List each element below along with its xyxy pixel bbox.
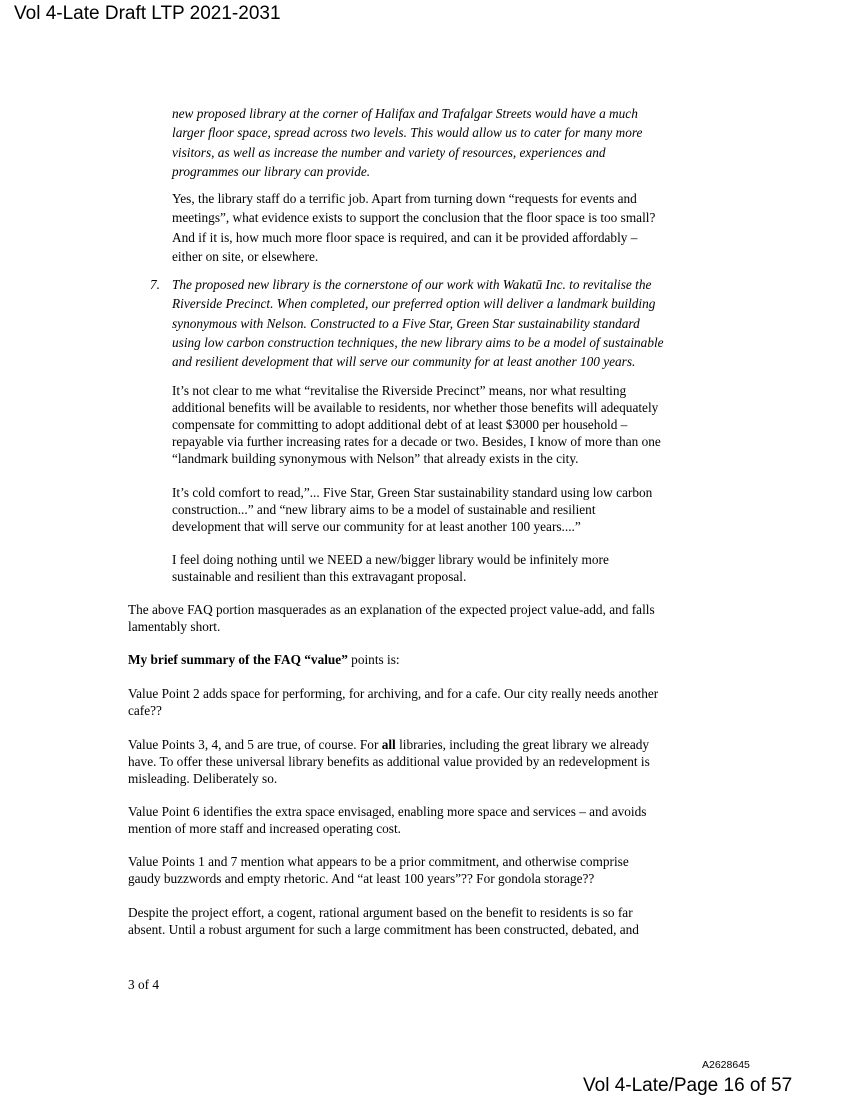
text-line: Riverside Precinct. When completed, our preferred option will deliver a landmark building [172, 296, 656, 312]
text-line: It’s cold comfort to read,”... Five Star, Green Star sustainability standard using low carbon [172, 485, 653, 500]
text-line: meetings”, what evidence exists to support the conclusion that the floor space is too small? [172, 210, 656, 226]
response-paragraph-6 [172, 189, 732, 266]
text-line: The above FAQ portion masquerades as an explanation of the expected project value-add, and falls [128, 602, 655, 617]
text-line: Yes, the library staff do a terrific job. Apart from turning down “requests for events and [172, 191, 637, 206]
text-line: The proposed new library is the cornerstone of our work with Wakatū Inc. to revitalise the [172, 277, 652, 292]
text-segment: Value Points 3, 4, and 5 are true, of course. For [128, 737, 382, 752]
text-line: construction...” and “new library aims to be a model of sustainable and resilient [172, 502, 596, 517]
text-line: and resilient development that will serve our community for at least another 100 years. [172, 354, 636, 370]
text-line: larger floor space, spread across two levels. This would allow us to cater for many more [172, 125, 643, 141]
response-paragraph-7c [172, 551, 732, 585]
text-line: repayable via further increasing rates for a decade or two. Besides, I know of more than one [172, 434, 661, 449]
value-point-6-paragraph [128, 803, 728, 837]
text-line: using low carbon construction techniques, the new library aims to be a model of sustainable [172, 334, 664, 350]
text-segment: libraries, including the great library we already [395, 737, 650, 752]
faq-assessment-paragraph [128, 601, 728, 635]
response-paragraph-7a [172, 382, 732, 467]
text-line: have. To offer these universal library benefits as additional value provided by an redevelopment is [128, 754, 650, 769]
text-line: Value Point 2 adds space for performing, for archiving, and for a cafe. Our city really needs another [128, 686, 659, 701]
text-line: additional benefits will be available to residents, nor whether those benefits will adequately [172, 400, 659, 415]
quoted-faq-item-7 [172, 275, 732, 371]
text-line: either on site, or elsewhere. [172, 248, 319, 264]
text-line: And if it is, how much more floor space is required, and can it be provided affordably – [172, 229, 638, 245]
summary-heading-bold: My brief summary of the FAQ “value” [128, 652, 348, 667]
text-line: “landmark building synonymous with Nelson” that already exists in the city. [172, 451, 579, 466]
summary-heading-rest: points is: [347, 652, 400, 667]
page-number: 3 of 4 [128, 977, 160, 992]
summary-heading [128, 651, 728, 668]
value-points-3-4-5-paragraph [128, 736, 728, 787]
text-line: mention of more staff and increased operating cost. [128, 821, 401, 836]
text-line: absent. Until a robust argument for such a large commitment has been constructed, debated, and [128, 922, 639, 937]
value-points-1-7-paragraph [128, 853, 728, 887]
text-line: visitors, as well as increase the number and variety of resources, experiences and [172, 144, 606, 160]
text-line: gaudy buzzwords and empty rhetoric. And “at least 100 years”?? For gondola storage?? [128, 871, 595, 886]
conclusion-paragraph [128, 904, 728, 938]
text-line: development that will serve our community for at least another 100 years....” [172, 519, 581, 534]
text-line: It’s not clear to me what “revitalise the Riverside Precinct” means, nor what resulting [172, 383, 627, 398]
text-line: Value Points 1 and 7 mention what appears to be a prior commitment, and otherwise comprise [128, 854, 629, 869]
text-line: Value Point 6 identifies the extra space envisaged, enabling more space and services – and avoids [128, 804, 647, 819]
text-line: lamentably short. [128, 619, 221, 634]
text-line: compensate for committing to adopt additional debt of at least $3000 per household – [172, 417, 628, 432]
text-line: synonymous with Nelson. Constructed to a Five Star, Green Star sustainability standard [172, 315, 640, 331]
footer-page-label: Vol 4-Late/Page 16 of 57 [583, 1075, 793, 1096]
emphasis-all: all [381, 737, 396, 752]
text-line [128, 736, 728, 753]
text-line: new proposed library at the corner of Halifax and Trafalgar Streets would have a much [172, 106, 638, 121]
text-line: sustainable and resilient than this extravagant proposal. [172, 569, 467, 584]
response-paragraph-7b [172, 484, 732, 535]
document-header-title: Vol 4-Late Draft LTP 2021-2031 [14, 3, 281, 24]
text-line: misleading. Deliberately so. [128, 771, 278, 786]
text-line: programmes our library can provide. [172, 163, 371, 179]
list-item-number: 7. [150, 277, 160, 292]
document-reference: A2628645 [702, 1059, 750, 1071]
text-line [128, 651, 728, 668]
text-line: I feel doing nothing until we NEED a new/bigger library would be infinitely more [172, 552, 609, 567]
text-line: Despite the project effort, a cogent, rational argument based on the benefit to residents is so far [128, 905, 633, 920]
text-line: cafe?? [128, 703, 162, 718]
value-point-2-paragraph [128, 685, 728, 719]
quoted-faq-continuation [172, 104, 732, 181]
